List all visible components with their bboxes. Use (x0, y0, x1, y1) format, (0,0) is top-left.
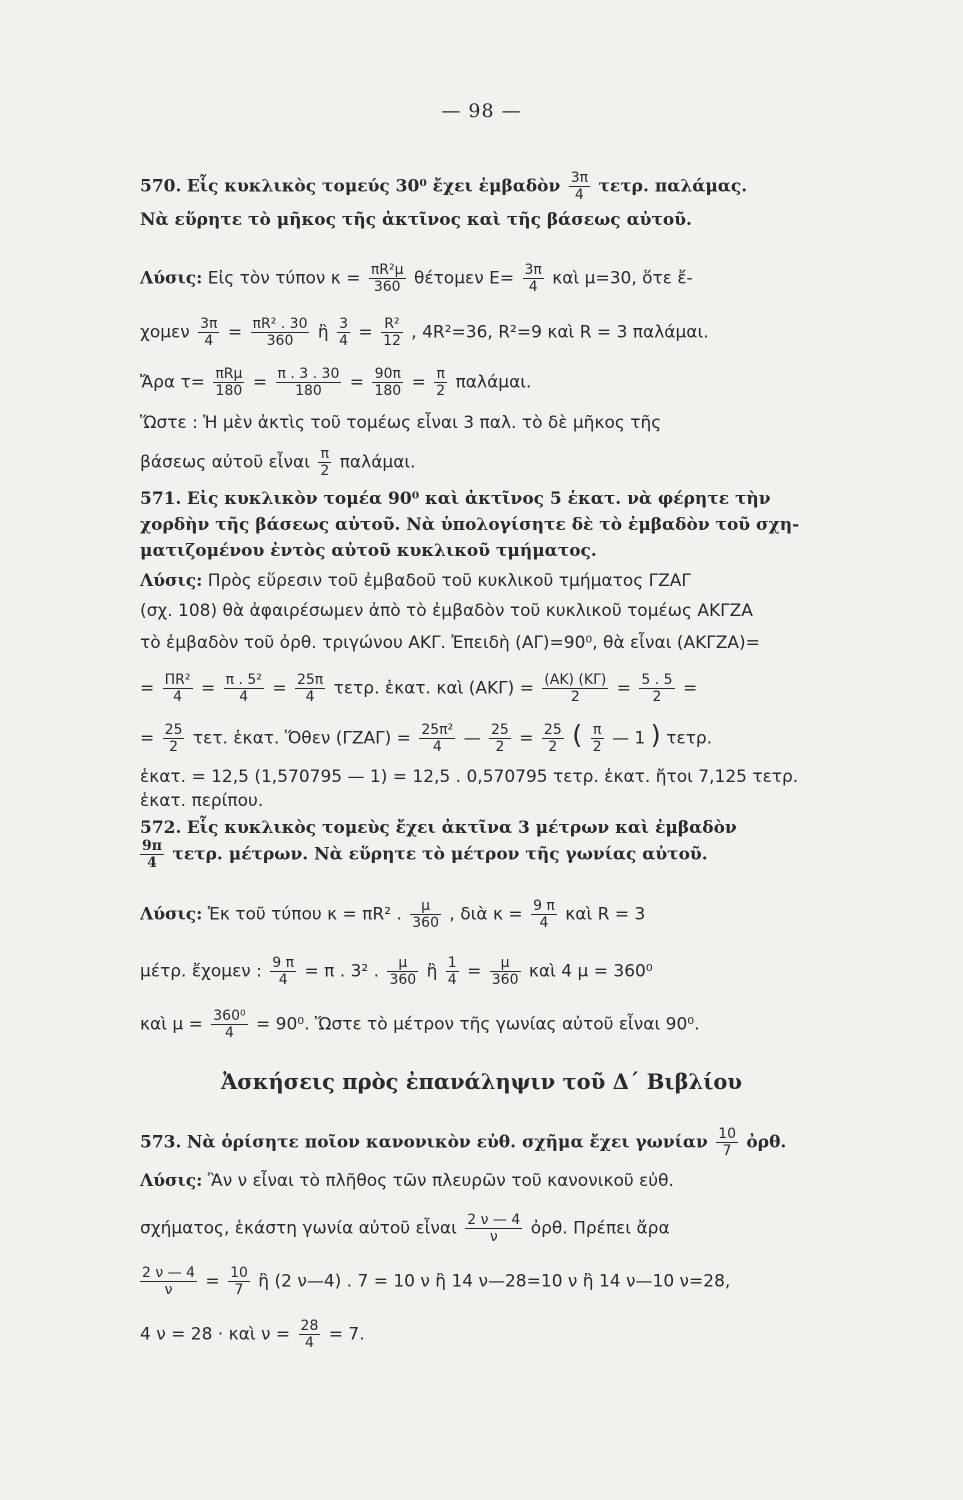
fraction: $\frac{\pi . 3 . 30}{180}$ (277, 366, 340, 399)
fraction: $\frac{9 \pi}{4}$ (272, 955, 295, 988)
problem-571-solution-line-4: = $\frac{\text{ΠR²}}{4}$ = $\frac{\text{π . 5²}}{4}$ = $\frac{25\pi}{4}$ τετρ. ἑκατ. καὶ (ΑΚΓ) = $\frac{(AK) (K\Gamma)}{2}$ = $\frac{5 . 5}{2}$ = (140, 672, 698, 705)
fraction: $\frac{(AK) (K\Gamma)}{2}$ (544, 672, 607, 705)
problem-573-statement-line-1: 573. Νὰ ὁρίσητε ποῖον κανονικὸν εὐθ. σχῆμα ἔχει γωνίαν $\frac{10}{7}$ ὀρθ. (140, 1126, 787, 1159)
fraction: $\frac{25}{2}$ (543, 722, 562, 755)
problem-571-solution-line-3: τὸ ἐμβαδὸν τοῦ ὀρθ. τριγώνου ΑΚΓ. Ἐπειδὴ (ΑΓ)=90⁰, θὰ εἶναι (ΑΚΓΖΑ)= (140, 633, 760, 653)
problem-571-solution-line-2: (σχ. 108) θὰ ἀφαιρέσωμεν ἀπὸ τὸ ἐμβαδὸν τοῦ κυκλικοῦ τομέως ΑΚΓΖΑ (140, 601, 753, 621)
fraction: $\frac{\text{π . 5²}}{4}$ (225, 672, 262, 705)
page-number: — 98 — (441, 100, 522, 122)
fraction: $\frac{25}{2}$ (491, 722, 509, 755)
fraction: $\frac{\text{πR²μ}}{360}$ (370, 262, 404, 295)
solution-label: Λύσις: (140, 268, 203, 289)
problem-573-solution-line-1: Λύσις: Ἂν ν εἶναι τὸ πλῆθος τῶν πλευρῶν τοῦ κανονικοῦ εὐθ. (140, 1171, 674, 1191)
fraction: $\frac{\mu}{360}$ (389, 955, 417, 988)
problem-571-solution-line-1: Λύσις: Πρὸς εὕρεσιν τοῦ ἐμβαδοῦ τοῦ κυκλικοῦ τμήματος ΓΖΑΓ (140, 571, 691, 591)
statement-text: Εἷς κυκλικὸς τομεύς 30⁰ ἔχει ἐμβαδὸν (186, 176, 561, 197)
problem-572-statement-line-1: 572. Εἷς κυκλικὸς τομεὺς ἔχει ἀκτῖνα 3 μέτρων καὶ ἐμβαδὸν (140, 818, 737, 838)
fraction: $\frac{10}{7}$ (718, 1126, 737, 1159)
problem-571-statement-line-1: 571. Εἰς κυκλικὸν τομέα 90⁰ καὶ ἀκτῖνος 5 ἑκατ. νὰ φέρητε τὴν (140, 489, 771, 509)
problem-573-solution-line-4: 4 ν = 28 · καὶ ν = $\frac{28}{4}$ = 7. (140, 1318, 365, 1351)
solution-label: Λύσις: (140, 904, 203, 925)
fraction: $\frac{25}{2}$ (164, 722, 183, 755)
fraction: $\frac{3\pi}{4}$ (524, 262, 542, 295)
fraction: $\frac{3\pi}{4}$ (570, 170, 589, 203)
fraction: $\frac{10}{7}$ (230, 1265, 248, 1298)
fraction: $\frac{28}{4}$ (300, 1318, 319, 1351)
fraction: $\frac{\text{R²}}{12}$ (383, 316, 401, 349)
fraction: $\frac{\pi}{2}$ (320, 446, 330, 479)
problem-571-statement-line-2: χορδὴν τῆς βάσεως αὐτοῦ. Νὰ ὑπολογίσητε δὲ τὸ ἐμβαδὸν τοῦ σχη- (140, 515, 800, 535)
problem-570-solution-line-5: βάσεως αὐτοῦ εἶναι $\frac{\pi}{2}$ παλάμαι. (140, 446, 416, 479)
problem-570-solution-line-4: Ὥστε : Ἡ μὲν ἀκτὶς τοῦ τομέως εἶναι 3 παλ. τὸ δὲ μῆκος τῆς (140, 413, 662, 433)
fraction: $\frac{\pi}{2}$ (436, 366, 446, 399)
problem-571-statement-line-3: ματιζομένου ἐντὸς αὐτοῦ κυκλικοῦ τμήματος. (140, 541, 597, 561)
problem-number: 570. (140, 176, 182, 197)
problem-570-solution-line-2: χομεν $\frac{3\pi}{4}$ = $\frac{\text{πR² . 30}}{360}$ ἢ $\frac{3}{4}$ = $\frac{\text{R²}}{12}$ , 4R²=36, R²=9 καὶ R = 3 παλάμαι. (140, 316, 709, 349)
problem-573-solution-line-2: σχήματος, ἑκάστη γωνία αὐτοῦ εἶναι $\frac{2 \nu — 4}{\nu}$ ὀρθ. Πρέπει ἄρα (140, 1212, 670, 1245)
fraction: $\frac{9 \pi}{4}$ (533, 898, 555, 931)
problem-571-solution-line-5: = $\frac{25}{2}$ τετ. ἑκατ. Ὅθεν (ΓΖΑΓ) = $\frac{\text{25π²}}{4}$ — $\frac{25}{2}$ = $\frac{25}{2}$ ( $\frac{\pi}{2}$ — 1 ) τετρ. (140, 720, 713, 755)
fraction: $\frac{\pi}{2}$ (592, 722, 602, 755)
problem-570-solution-line-3: Ἄρα τ= πRμ 180 = $\frac{\pi . 3 . 30}{180}$ = $\frac{90\pi}{180}$ = $\frac{\pi}{2}$ παλάμαι. (140, 366, 532, 399)
statement-text: τετρ. παλάμας. (598, 176, 748, 197)
fraction: $\frac{2 \nu — 4}{\nu}$ (142, 1265, 195, 1298)
fraction: $\frac{2 \nu — 4}{\nu}$ (467, 1212, 521, 1245)
problem-572-solution-line-1: Λύσις: Ἐκ τοῦ τύπου κ = πR² . $\frac{\mu}{360}$ , διὰ κ = $\frac{9 \pi}{4}$ καὶ R = 3 (140, 898, 646, 931)
fraction: $\frac{\text{πR² . 30}}{360}$ (252, 316, 308, 349)
fraction: πRμ 180 (215, 366, 243, 399)
problem-570-statement-line-2: Νὰ εὕρητε τὸ μῆκος τῆς ἀκτῖνος καὶ τῆς βάσεως αὐτοῦ. (140, 210, 692, 230)
fraction: $\frac{1}{4}$ (447, 955, 457, 988)
fraction: $\frac{\mu}{360}$ (491, 955, 519, 988)
fraction: $\frac{9\pi}{4}$ (142, 838, 162, 871)
fraction: $\frac{3}{4}$ (339, 316, 348, 349)
problem-570-statement-line-1 (140, 170, 892, 203)
fraction: $\frac{\text{25π²}}{4}$ (421, 722, 454, 755)
problem-571-solution-line-7: ἑκατ. περίπου. (140, 791, 264, 811)
fraction: $\frac{25\pi}{4}$ (296, 672, 324, 705)
fraction: $\frac{\text{360⁰}}{4}$ (213, 1008, 246, 1041)
problem-572-solution-line-2: μέτρ. ἔχομεν : $\frac{9 \pi}{4}$ = π . 3² . $\frac{\mu}{360}$ ἢ $\frac{1}{4}$ = $\frac{\mu}{360}$ καὶ 4 μ = 360⁰ (140, 955, 653, 988)
fraction: $\frac{\mu}{360}$ (412, 898, 439, 931)
problem-572-solution-line-3: καὶ μ = $\frac{\text{360⁰}}{4}$ = 90⁰. Ὥστε τὸ μέτρον τῆς γωνίας αὐτοῦ εἶναι 90⁰. (140, 1008, 700, 1041)
problem-number: 572. (140, 818, 182, 838)
fraction: $\frac{90\pi}{180}$ (374, 366, 402, 399)
problem-570-solution-line-1: Λύσις: Εἰς τὸν τύπον κ = $\frac{\text{πR²μ}}{360}$ θέτομεν Ε= $\frac{3\pi}{4}$ καὶ μ=30, ὅτε ἔ- (140, 262, 693, 295)
fraction: $\frac{5 . 5}{2}$ (641, 672, 673, 705)
fraction: $\frac{3\pi}{4}$ (200, 316, 218, 349)
problem-number: 573. (140, 1132, 182, 1153)
problem-571-solution-line-6: ἑκατ. = 12,5 (1,570795 — 1) = 12,5 . 0,570795 τετρ. ἑκατ. ἤτοι 7,125 τετρ. (140, 767, 799, 787)
section-heading: Ἀσκήσεις πρὸς ἐπανάληψιν τοῦ Δ΄ Βιβλίου (220, 1069, 742, 1094)
fraction: $\frac{\text{ΠR²}}{4}$ (164, 672, 191, 705)
problem-572-statement-line-2: $\frac{9\pi}{4}$ τετρ. μέτρων. Νὰ εὕρητε τὸ μέτρον τῆς γωνίας αὐτοῦ. (142, 838, 708, 871)
solution-label: Λύσις: (140, 1171, 203, 1191)
problem-573-solution-line-3: $\frac{2 \nu — 4}{\nu}$ = $\frac{10}{7}$ ἢ (2 ν—4) . 7 = 10 ν ἢ 14 ν—28=10 ν ἢ 14 ν—10 ν=28, (142, 1265, 731, 1298)
solution-label: Λύσις: (140, 571, 203, 591)
problem-number: 571. (140, 489, 182, 509)
